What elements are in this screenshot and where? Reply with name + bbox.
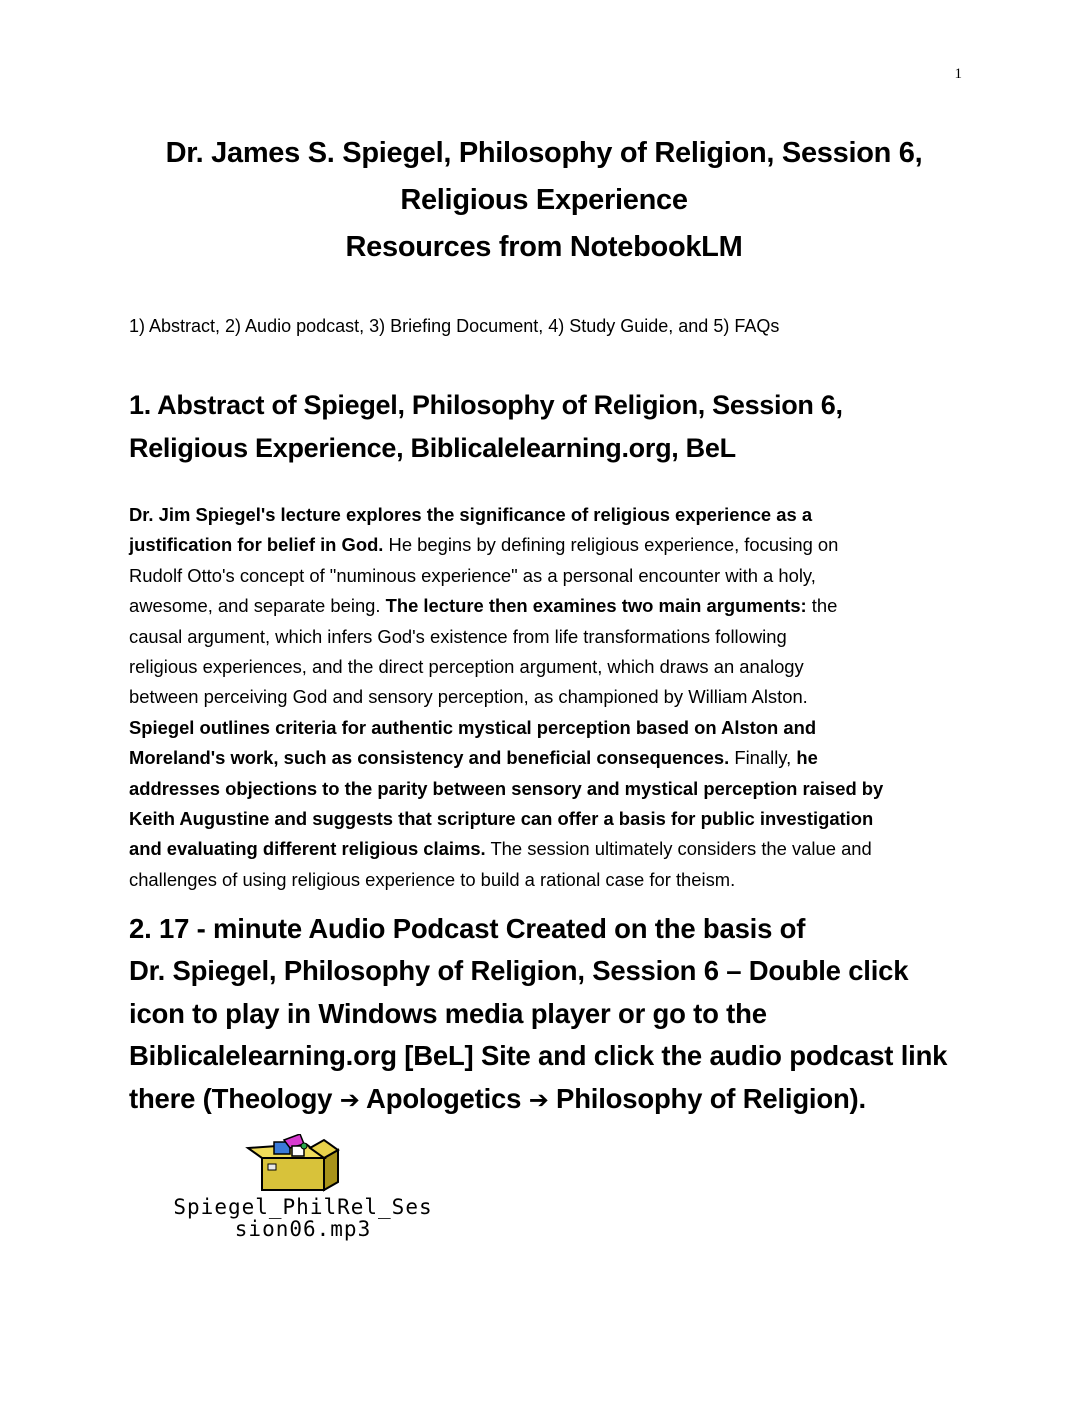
contents-line: 1) Abstract, 2) Audio podcast, 3) Briefing Document, 4) Study Guide, and 5) FAQs	[129, 316, 780, 336]
file-label-line: Spiegel_PhilRel_Ses	[173, 1195, 433, 1219]
package-icon[interactable]	[244, 1134, 344, 1192]
title-line: Resources from NotebookLM	[345, 231, 743, 263]
heading-line	[129, 1078, 1009, 1122]
abstract-line	[129, 743, 969, 773]
title-line: Religious Experience	[400, 184, 688, 216]
abstract-paragraph	[129, 500, 969, 895]
abstract-line	[129, 804, 969, 834]
bold-text: addresses objections to the parity between sensory and mystical perception raised by	[129, 777, 884, 799]
arrow-right-icon: ➔	[528, 1086, 549, 1114]
text: there (Theology	[129, 1082, 340, 1114]
abstract-line	[129, 561, 969, 591]
abstract-line	[129, 622, 969, 652]
text: challenges of using religious experience to build a rational case for theism.	[129, 868, 736, 890]
bold-text: and evaluating different religious claims.	[129, 838, 486, 860]
abstract-line	[129, 591, 969, 621]
heading-line: Religious Experience, Biblicalelearning.org, BeL	[129, 433, 736, 463]
text: Finally,	[729, 747, 797, 769]
heading-line: 2. 17 - minute Audio Podcast Created on the basis of	[129, 913, 806, 944]
document-title	[80, 130, 1008, 271]
bold-text: Keith Augustine and suggests that scripture can offer a basis for public investigation	[129, 808, 874, 830]
arrow-right-icon: ➔	[339, 1086, 360, 1114]
section2-heading	[129, 908, 1009, 1122]
bold-text: Spiegel outlines criteria for authentic mystical perception based on Alston and	[129, 716, 817, 738]
text: Apologetics	[359, 1082, 529, 1114]
text: The session ultimately considers the value and	[485, 838, 872, 860]
title-line: Dr. James S. Spiegel, Philosophy of Religion, Session 6,	[165, 137, 923, 169]
bold-text: The lecture then examines two main arguments:	[385, 595, 807, 617]
abstract-line	[129, 834, 969, 864]
abstract-line	[129, 652, 969, 682]
bold-text: he	[796, 747, 818, 769]
section1-heading	[129, 384, 969, 470]
text: He begins by defining religious experience, focusing on	[383, 534, 839, 556]
abstract-line	[129, 530, 969, 560]
heading-line: Dr. Spiegel, Philosophy of Religion, Session 6 – Double click	[129, 955, 909, 987]
abstract-line	[129, 865, 969, 895]
file-label[interactable]	[128, 1196, 478, 1240]
text: between perceiving God and sensory perception, as championed by William Alston.	[129, 686, 808, 708]
abstract-line	[129, 774, 969, 804]
text: Philosophy of Religion).	[548, 1082, 866, 1114]
heading-line: Biblicalelearning.org [BeL] Site and click the audio podcast link	[129, 1040, 948, 1072]
abstract-line	[129, 682, 969, 712]
text: causal argument, which infers God's existence from life transformations following	[129, 625, 787, 647]
heading-line: 1. Abstract of Spiegel, Philosophy of Religion, Session 6,	[129, 390, 843, 420]
text: the	[806, 595, 838, 617]
file-label-line: sion06.mp3	[234, 1217, 372, 1241]
text: Rudolf Otto's concept of "numinous experience" as a personal encounter with a holy,	[129, 564, 816, 586]
bold-text: justification for belief in God.	[129, 534, 384, 556]
heading-line: icon to play in Windows media player or go to the	[129, 997, 767, 1029]
text: awesome, and separate being.	[129, 595, 386, 617]
bold-text: Moreland's work, such as consistency and beneficial consequences.	[129, 747, 730, 769]
bold-text: Dr. Jim Spiegel's lecture explores the significance of religious experience as a	[129, 504, 813, 525]
audio-file-attachment[interactable]	[128, 1134, 478, 1240]
abstract-line	[129, 500, 969, 530]
page-number: 1	[954, 66, 962, 82]
abstract-line	[129, 713, 969, 743]
text: religious experiences, and the direct perception argument, which draws an analogy	[129, 656, 804, 678]
